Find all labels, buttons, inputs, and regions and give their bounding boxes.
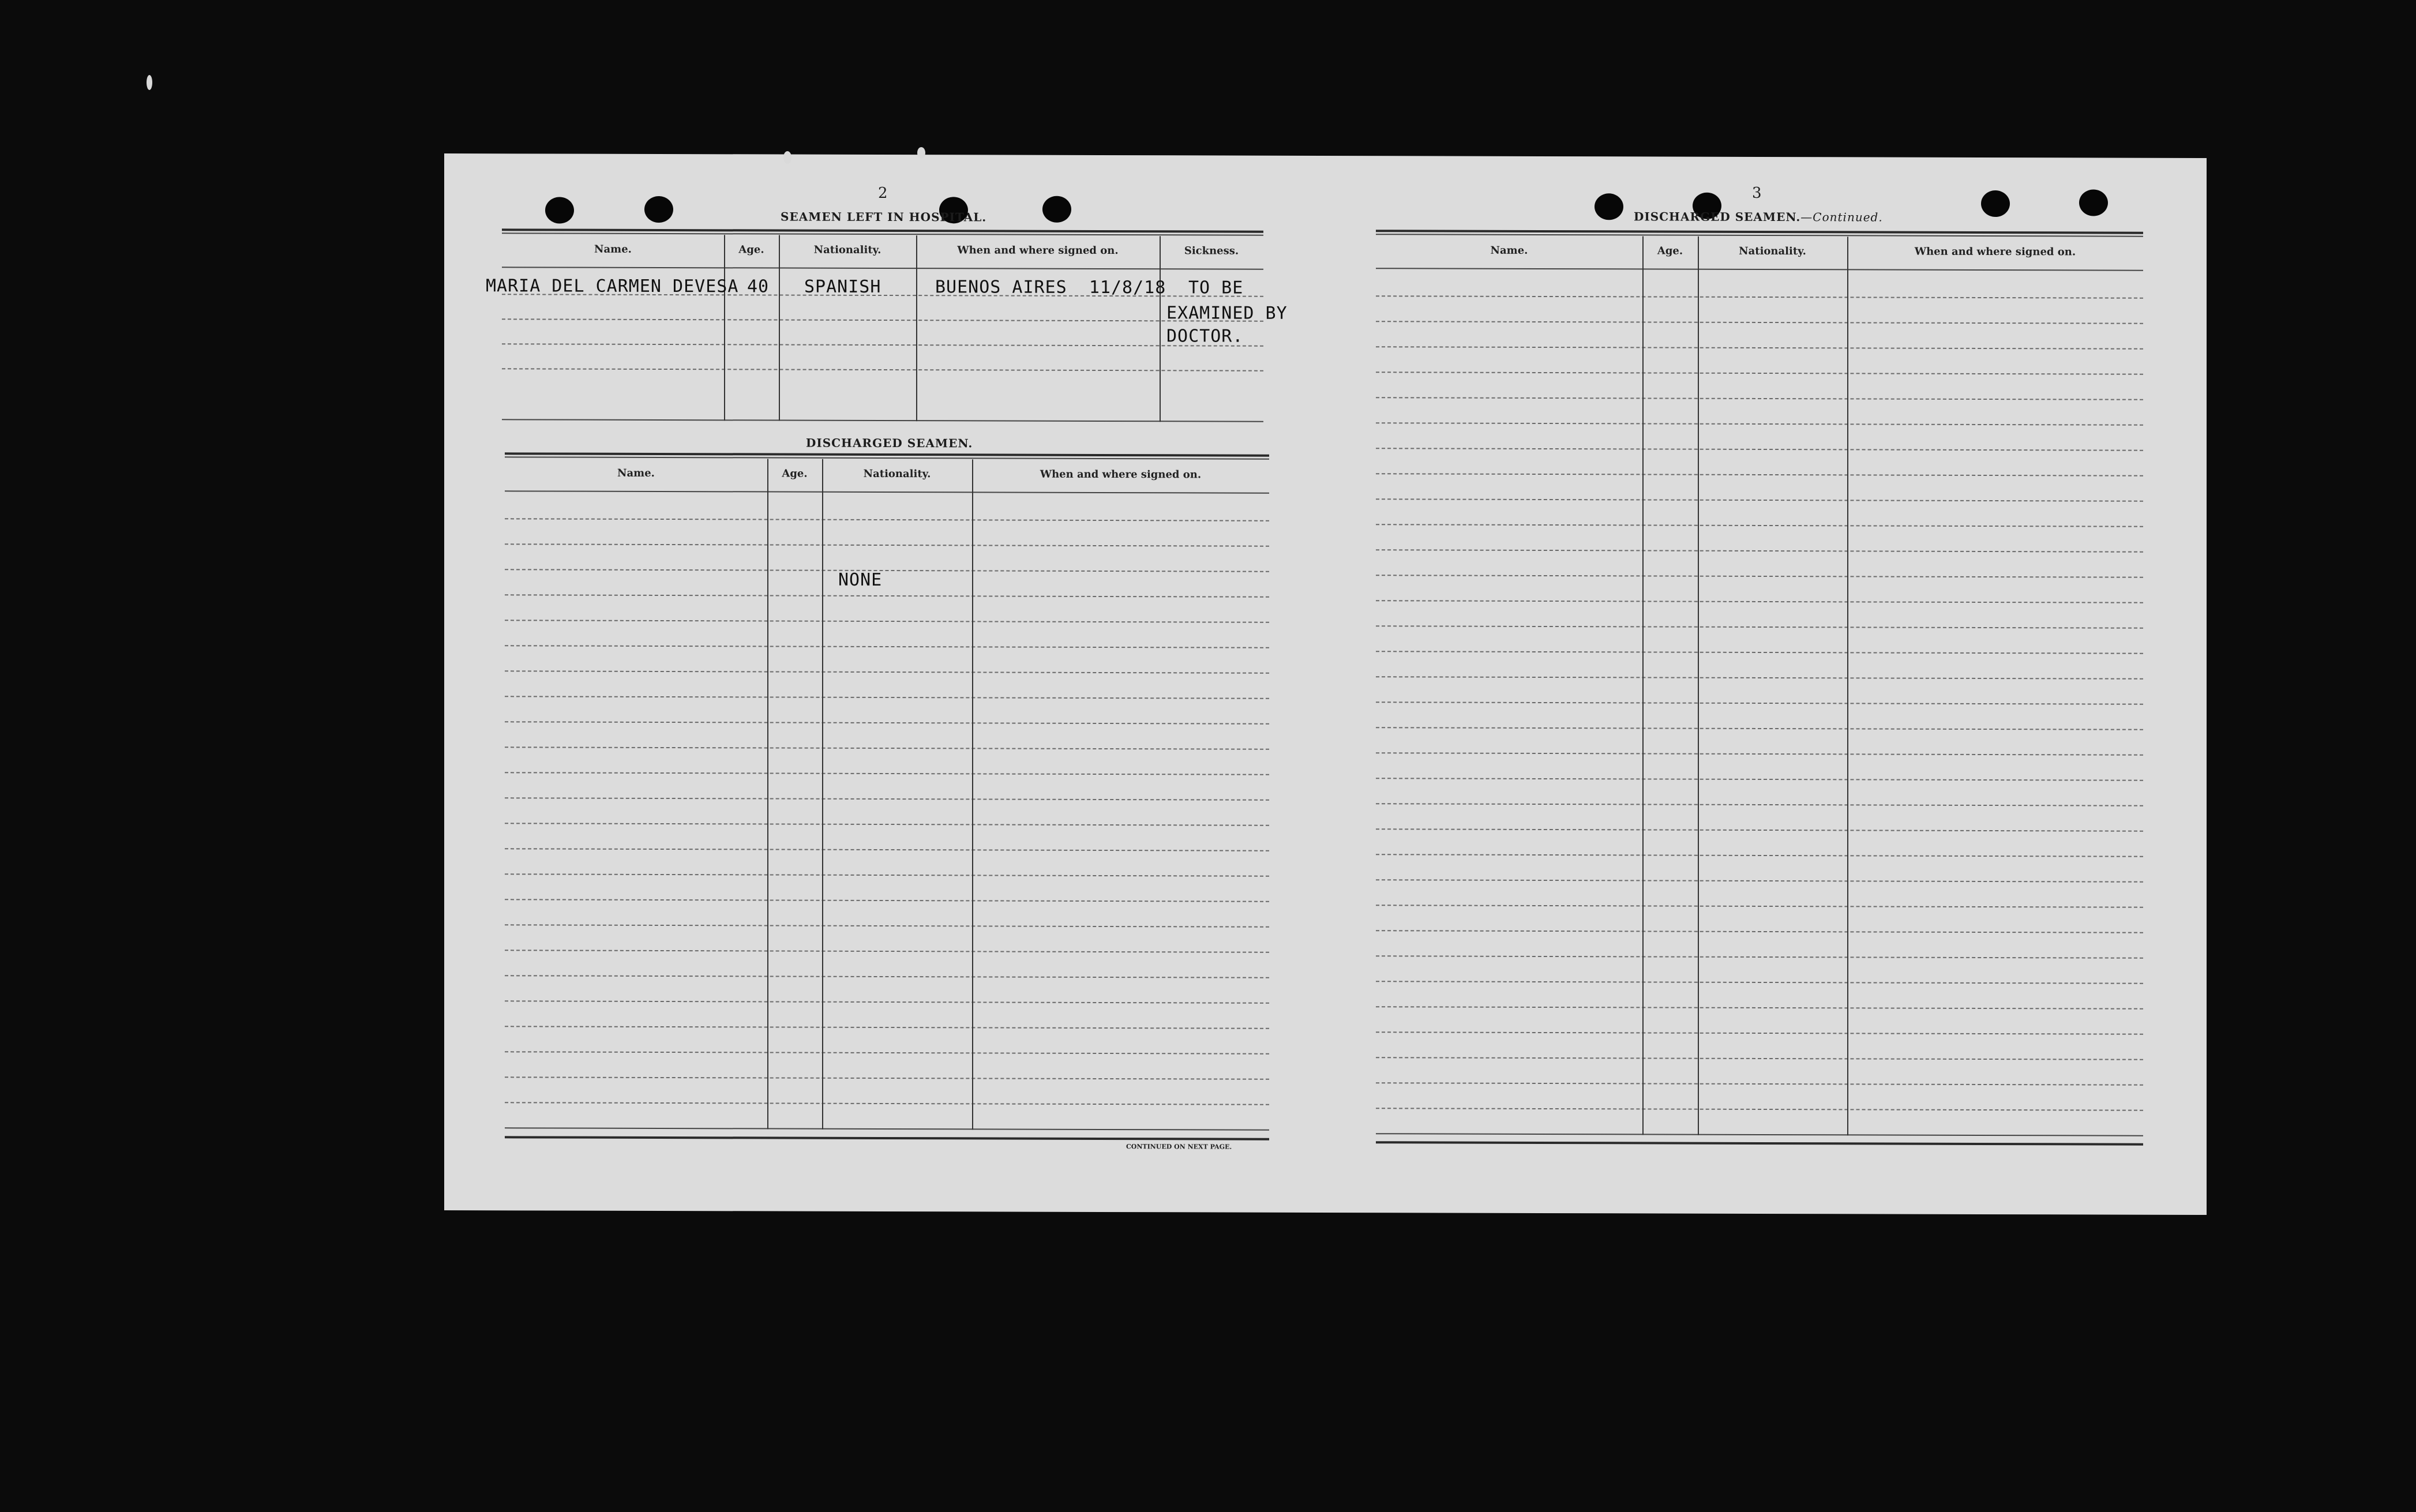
- col-signed-on: When and where signed on.: [1040, 468, 1202, 481]
- entry-sickness-3: DOCTOR.: [1166, 326, 1244, 347]
- dust-speck: [917, 147, 925, 159]
- hospital-table: [502, 228, 1263, 426]
- col-signed-on: When and where signed on.: [957, 244, 1119, 257]
- discharged-table-left: [505, 452, 1269, 1143]
- entry-age: 40: [747, 276, 770, 297]
- punch-hole: [545, 197, 574, 223]
- punch-hole: [1042, 196, 1071, 223]
- discharged-section-heading: DISCHARGED SEAMEN.: [806, 436, 973, 451]
- continued-suffix: —Continued.: [1800, 210, 1883, 224]
- col-name: Name.: [617, 467, 655, 479]
- hospital-section-heading: SEAMEN LEFT IN HOSPITAL.: [781, 209, 987, 224]
- col-name: Name.: [594, 243, 632, 256]
- col-signed-on: When and where signed on.: [1914, 245, 2076, 258]
- col-nationality: Nationality.: [813, 243, 881, 256]
- punch-hole: [644, 196, 673, 223]
- col-age: Age.: [738, 243, 764, 256]
- dust-speck: [783, 151, 791, 164]
- col-nationality: Nationality.: [863, 467, 931, 481]
- punch-hole: [1981, 190, 2010, 217]
- dust-speck: [147, 75, 152, 90]
- discharged-table-right: [1376, 230, 2143, 1149]
- page-number-right: 3: [1752, 184, 1762, 202]
- punch-hole: [2079, 189, 2108, 216]
- discharged-continued-title: DISCHARGED SEAMEN.: [1634, 209, 1801, 224]
- entry-sickness-1: TO BE: [1188, 277, 1244, 298]
- entry-nationality: SPANISH: [804, 276, 881, 297]
- entry-name: MARIA DEL CARMEN DEVESA: [486, 276, 739, 297]
- col-age: Age.: [1657, 245, 1683, 257]
- punch-hole: [1595, 193, 1623, 220]
- col-age: Age.: [782, 467, 808, 480]
- ledger-sheet: [444, 153, 2207, 1215]
- entry-sickness-2: EXAMINED BY: [1166, 303, 1288, 324]
- page-number-left: 2: [878, 184, 888, 202]
- discharged-continued-heading: [1634, 209, 1883, 224]
- col-nationality: Nationality.: [1739, 245, 1806, 258]
- col-name: Name.: [1490, 244, 1528, 257]
- entry-signed-on: BUENOS AIRES 11/8/18: [935, 277, 1166, 298]
- col-sickness: Sickness.: [1184, 245, 1239, 257]
- entry-none: NONE: [838, 569, 883, 590]
- continued-footnote: CONTINUED ON NEXT PAGE.: [1126, 1143, 1232, 1151]
